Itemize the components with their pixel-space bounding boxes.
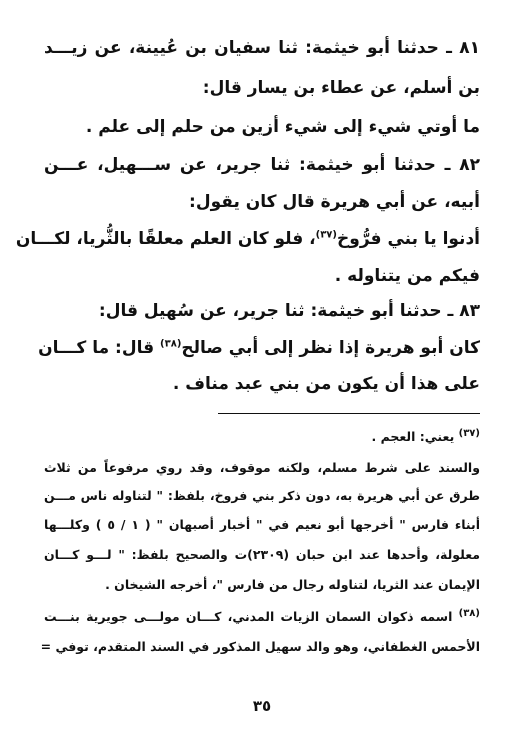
footnote-38-text: اسمه ذكوان السمان الزيات المدني، كـــان مولـــى جويرية بنـــت [44,609,459,624]
hadith-83-line-1: ٨٣ ـ حدثنا أبو خيثمة: ثنا جرير، عن سُهيل قال: [98,301,480,321]
footnote-37-line-6: الإيمان عند الثريا، لتناوله رجال من فارس "، أخرجه الشيخان . [105,577,480,592]
hadith-82-text-part-1: أدنوا يا بني فرُّوخ [337,229,480,249]
hadith-81-text: ما أوتي شيء إلى شيء أزين من حلم إلى علم . [85,117,480,137]
footnote-37-line-1 [44,428,480,446]
footnote-37-line-5: معلولة، وأحدها عند ابن حبان (٢٣٠٩)ت والصحيح بلفظ: " لـــو كـــان [44,547,480,562]
footnote-37-line-4: أبناء فارس " أخرجها أبو نعيم في " أخبار أصبهان " ( ١ / ٥ ) وكلـــها [44,517,480,532]
footnote-37-line-3: طرق عن أبي هريرة به، دون ذكر بني فروخ، بلفظ: " لتناوله ناس مـــن [44,488,480,503]
footnote-38-line-1 [44,608,480,626]
hadith-82-text-line-1 [15,227,480,251]
hadith-82-text-line-2: فيكم من يتناوله . [334,266,480,286]
hadith-83-text-line-1 [38,336,480,360]
footnote-ref-37: (٣٧) [315,229,337,241]
hadith-83-text-line-2: على هذا أن يكون من بني عبد مناف . [172,374,480,394]
hadith-83-text-part-2: قال: ما كـــان [38,338,161,358]
footnote-38-mark: (٣٨) [458,607,480,619]
footnote-separator [218,413,480,414]
hadith-82-text-part-2: ، فلو كان العلم معلقًا بالثُّريا، لكـــان [15,229,316,249]
footnote-38-line-2: الأحمس الغطفاني، وهو والد سهيل المذكور في السند المتقدم، توفي = [40,639,480,654]
hadith-83-text-part-1: كان أبو هريرة إذا نظر إلى أبي صالح [181,338,480,358]
footnote-37-text: يعني: العجم . [371,429,459,444]
hadith-82-line-1: ٨٢ ـ حدثنا أبو خيثمة: ثنا جرير، عن ســـهيل، عـــن [44,155,480,175]
hadith-82-line-2: أبيه، عن أبي هريرة قال كان يقول: [189,192,480,212]
footnote-ref-38: (٣٨) [160,338,182,350]
page-number: ٣٥ [252,697,272,715]
hadith-81-line-1: ٨١ ـ حدثنا أبو خيثمة: ثنا سفيان بن عُيينة، عن زيـــد [44,38,480,58]
hadith-81-line-2: بن أسلم، عن عطاء بن يسار قال: [202,78,480,98]
footnote-37-mark: (٣٧) [458,427,480,439]
footnote-37-line-2: والسند على شرط مسلم، ولكنه موقوف، وقد روي مرفوعاً من ثلاث [44,460,480,475]
